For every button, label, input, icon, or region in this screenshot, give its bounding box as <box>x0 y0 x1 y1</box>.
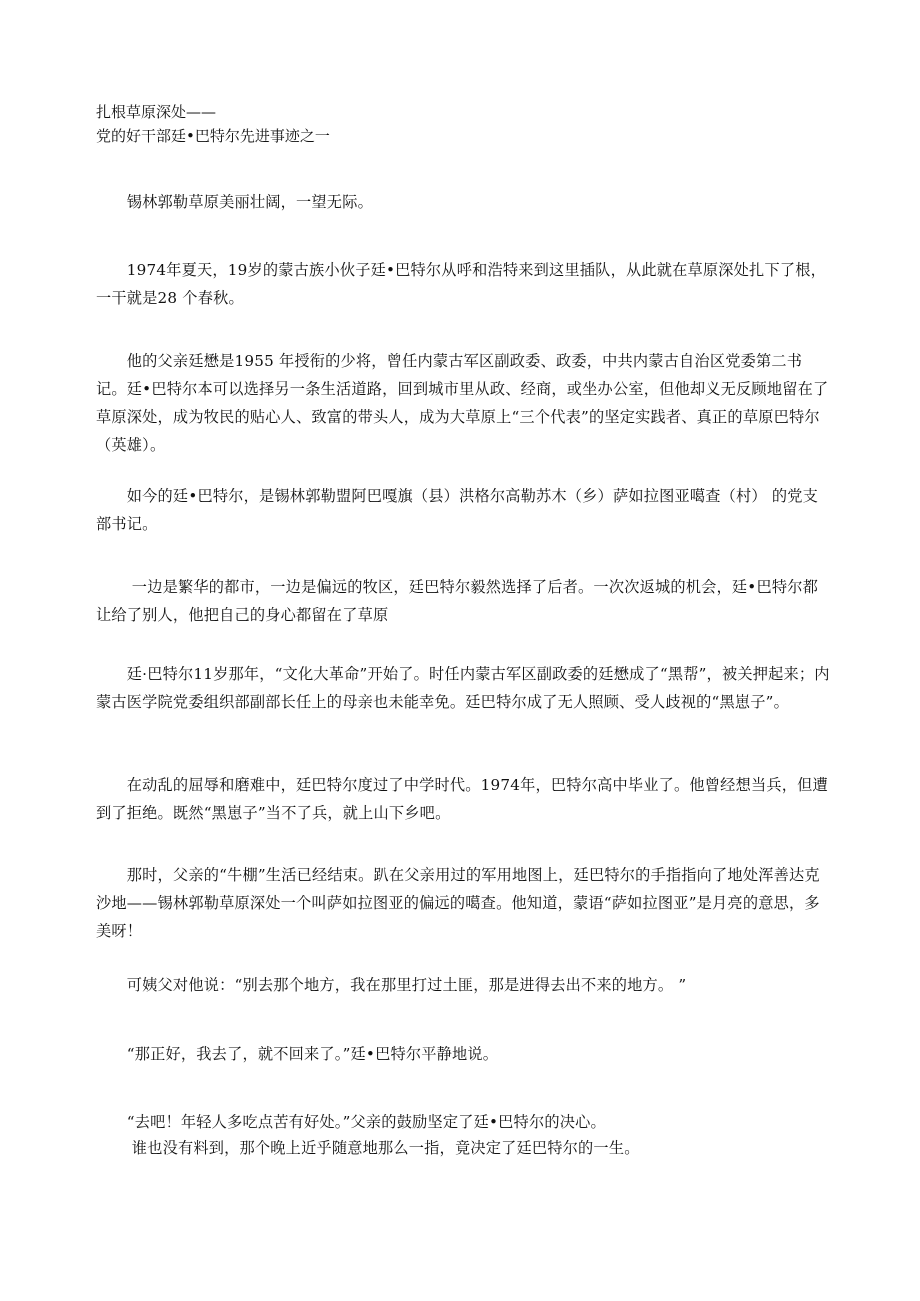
paragraph-4: 如今的廷•巴特尔，是锡林郭勒盟阿巴嘎旗（县）洪格尔高勒苏木（乡）萨如拉图亚噶查（村） 的党支部书记。 <box>96 487 819 533</box>
paragraph-1: 锡林郭勒草原美丽壮阔，一望无际。 <box>96 193 373 211</box>
paragraph-11: “去吧！年轻人多吃点苦有好处。”父亲的鼓励坚定了廷•巴特尔的决心。 <box>96 1113 606 1131</box>
paragraph-7: 在动乱的屈辱和磨难中，廷巴特尔度过了中学时代。1974年，巴特尔高中毕业了。他曾经想当兵，但遭到了拒绝。既然“黑崽子”当不了兵，就上山下乡吧。 <box>96 776 828 822</box>
paragraph-10: “那正好，我去了，就不回来了。”廷•巴特尔平静地说。 <box>96 1045 499 1063</box>
document-title-line-1: 扎根草原深处—— <box>96 103 217 121</box>
paragraph-9: 可姨父对他说：“别去那个地方，我在那里打过土匪，那是进得去出不来的地方。 ” <box>96 976 687 994</box>
paragraph-5: 一边是繁华的都市，一边是偏远的牧区，廷巴特尔毅然选择了后者。一次次返城的机会，廷•巴特尔都让给了别人，他把自己的身心都留在了草原 <box>96 578 819 624</box>
paragraph-6: 廷·巴特尔11岁那年，“文化大革命”开始了。时任内蒙古军区副政委的廷懋成了“黑帮”，被关押起来；内蒙古医学院党委组织部副部长任上的母亲也未能幸免。廷巴特尔成了无人照顾、受人歧视的“黑崽子”。 <box>96 665 830 711</box>
document-title-line-2: 党的好干部廷•巴特尔先进事迹之一 <box>96 127 330 145</box>
paragraph-2: 1974年夏天，19岁的蒙古族小伙子廷•巴特尔从呼和浩特来到这里插队，从此就在草原深处扎下了根，一干就是28 个春秋。 <box>96 261 826 307</box>
paragraph-3: 他的父亲廷懋是1955 年授衔的少将，曾任内蒙古军区副政委、政委，中共内蒙古自治区党委第二书记。廷•巴特尔本可以选择另一条生活道路，回到城市里从政、经商，或坐办公室，但他却义无反顾地留在了草原深处，成为牧民的贴心人、致富的带头人，成为大草原上“三个代表”的坚定实践者、真正的草原巴特尔（英雄）。 <box>96 352 829 454</box>
paragraph-12: 谁也没有料到，那个晚上近乎随意地那么一指，竟决定了廷巴特尔的一生。 <box>96 1139 640 1157</box>
paragraph-8: 那时，父亲的“牛棚”生活已经结束。趴在父亲用过的军用地图上，廷巴特尔的手指指向了地处浑善达克沙地——锡林郭勒草原深处一个叫萨如拉图亚的偏远的噶查。他知道，蒙语“萨如拉图亚”是月亮的意思，多美呀！ <box>96 866 820 940</box>
